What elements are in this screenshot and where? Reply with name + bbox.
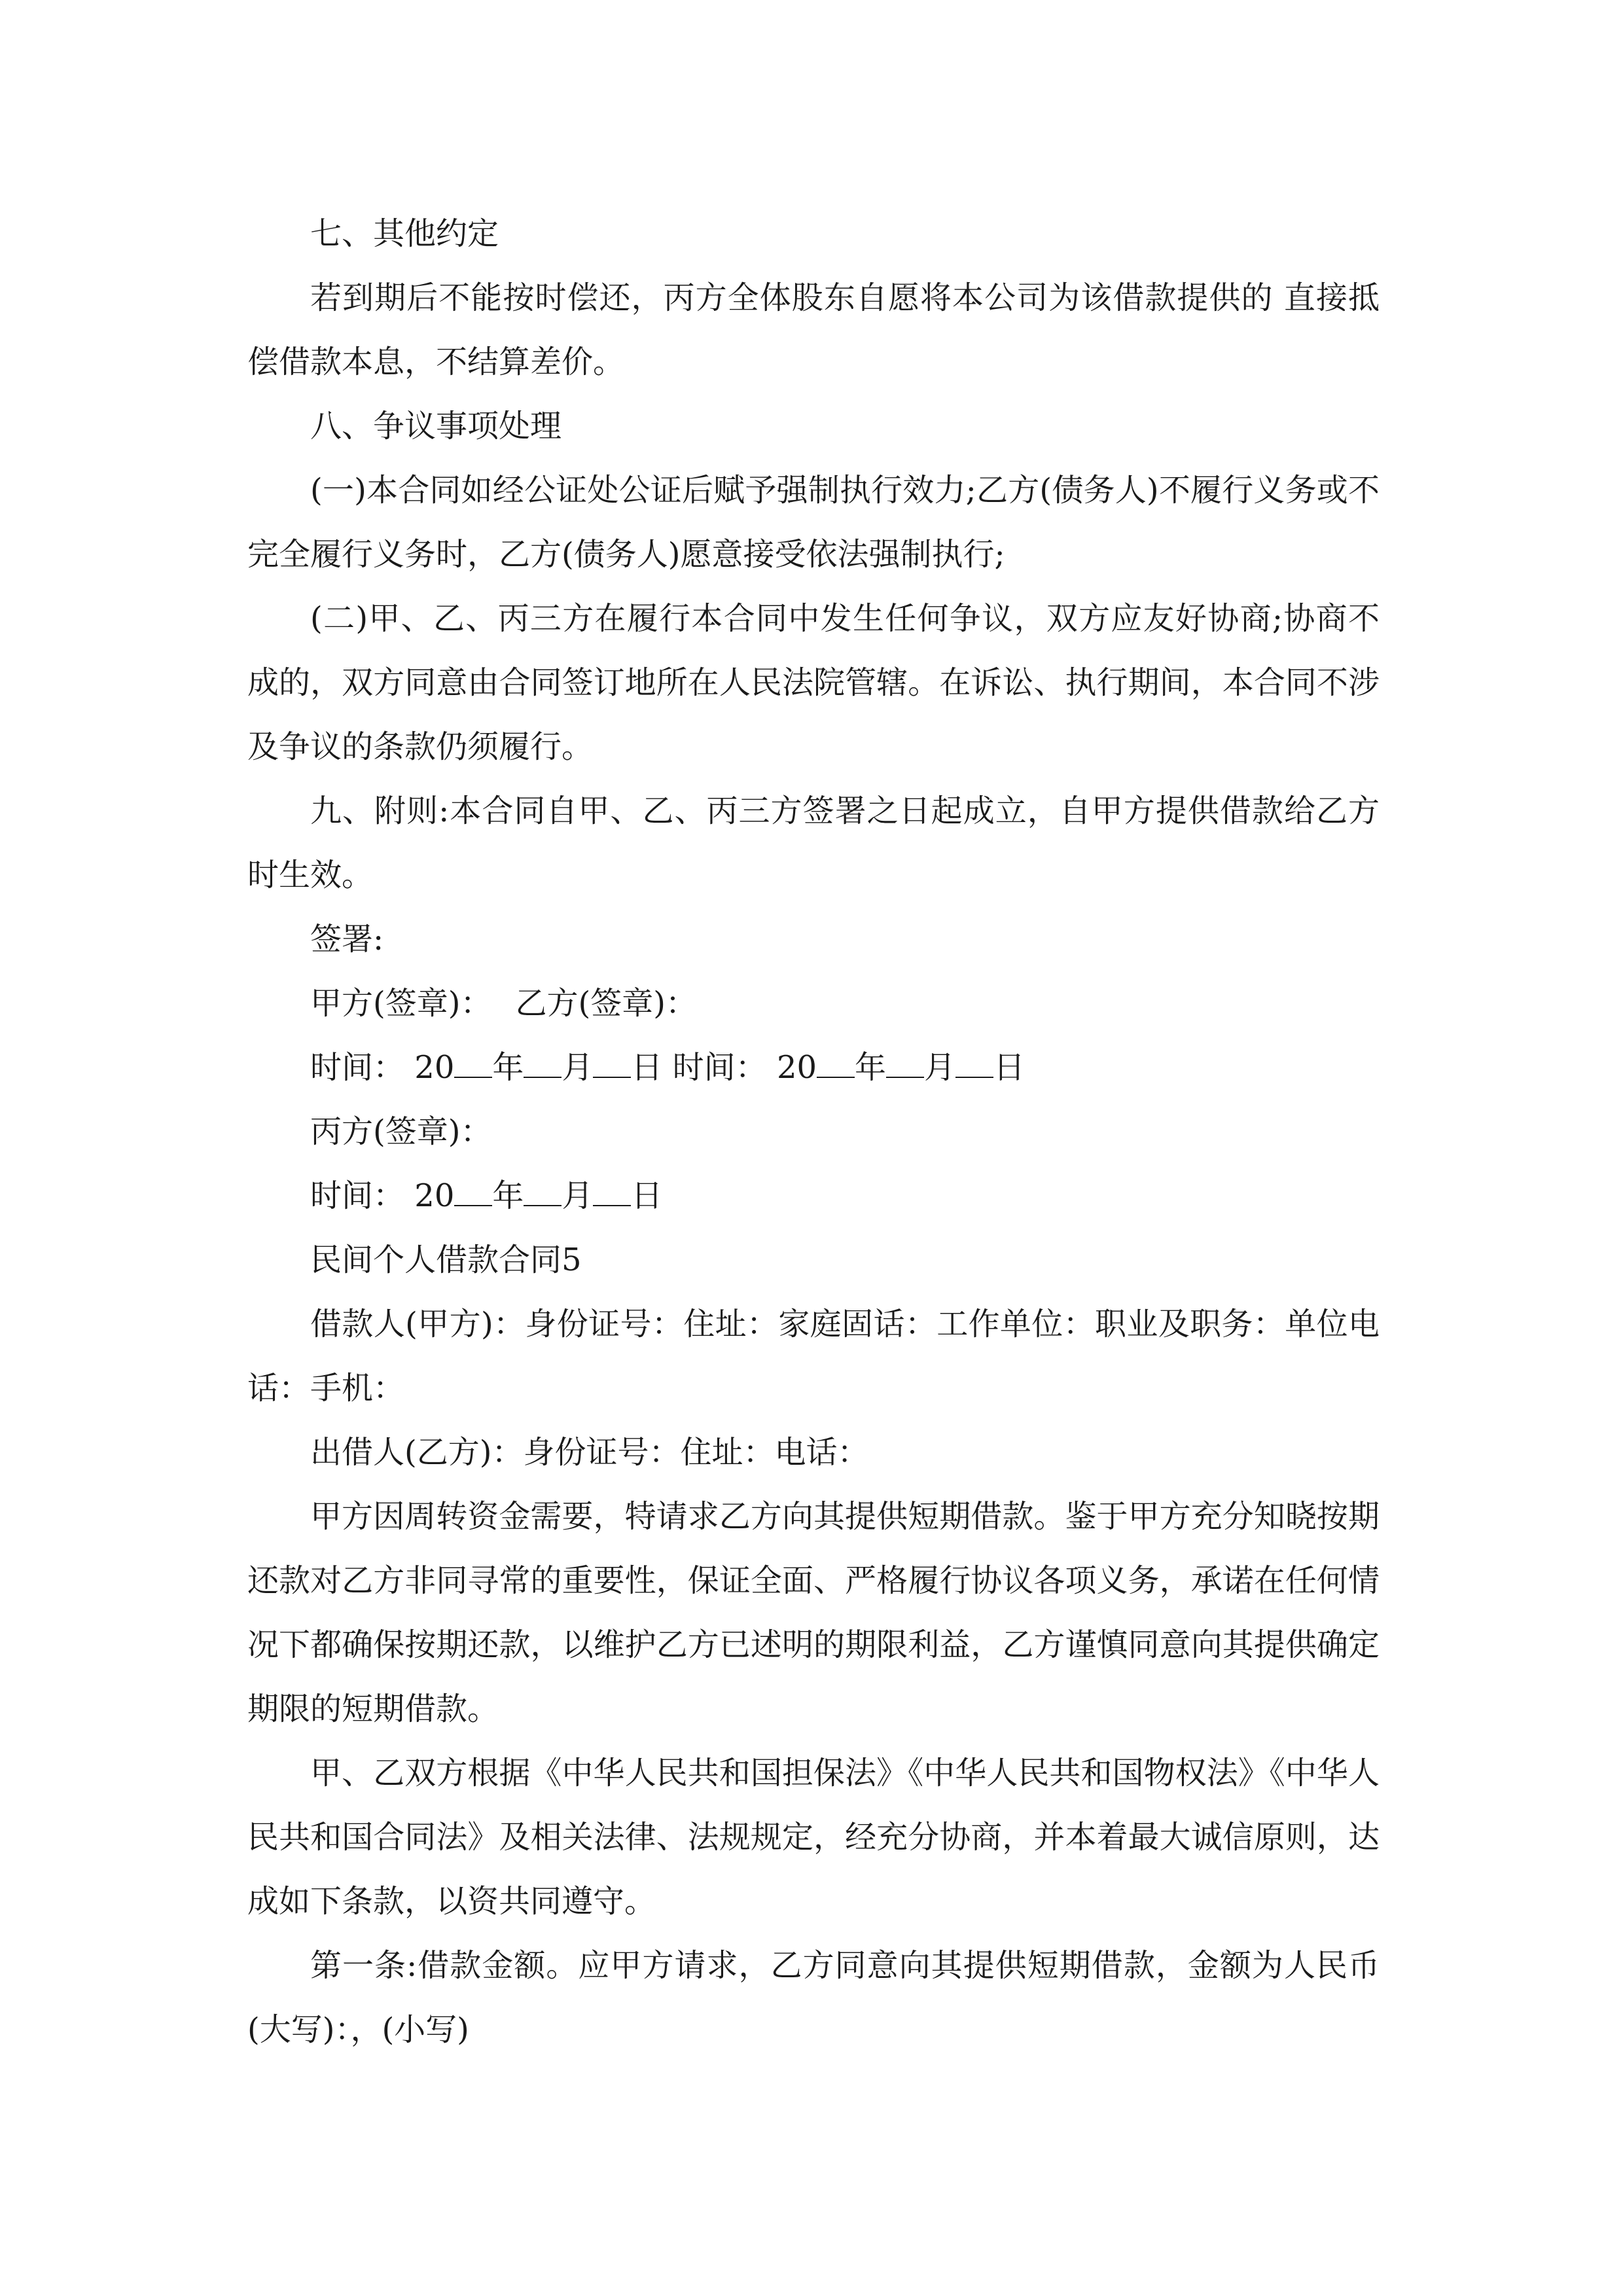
year-blank-a: [454, 1052, 492, 1078]
time-label-b: 时间：: [672, 1049, 767, 1086]
contract-5-paragraph-1: 甲方因周转资金需要，特请求乙方向其提供短期借款。鉴于甲方充分知晓按期还款对乙方非同寻常的重要性，保证全面、严格履行协议各项义务，承诺在任何情况下都确保按期还款，以维护乙方已述明的期限利益，乙方谨慎同意向其提供确定期限的短期借款。: [247, 1498, 1380, 1727]
signing-dates-ab: [247, 1035, 1380, 1100]
year-blank-b: [817, 1052, 855, 1078]
signing-parties-ab: [247, 971, 1380, 1035]
party-a-signature: 甲方(签章)：: [310, 985, 492, 1022]
year-prefix-b: 20: [776, 1049, 817, 1086]
year-char-c: 年: [492, 1177, 524, 1214]
signing-label: 签署:: [310, 921, 384, 958]
section-8-heading: 八、争议事项处理: [310, 408, 562, 444]
year-char-a: 年: [492, 1049, 524, 1086]
year-prefix-c: 20: [414, 1177, 455, 1214]
party-b-signature: 乙方(签章)：: [515, 985, 697, 1022]
day-char-b: 日: [993, 1049, 1026, 1086]
month-blank-c: [524, 1180, 562, 1206]
month-blank-b: [886, 1052, 924, 1078]
month-char-a: 月: [562, 1049, 594, 1086]
contract-5-paragraph-2: 甲、乙双方根据《中华人民共和国担保法》《中华人民共和国物权法》《中华人民共和国合同法》及相关法律、法规规定，经充分协商，并本着最大诚信原则，达成如下条款，以资共同遵守。: [247, 1755, 1380, 1920]
year-blank-c: [454, 1180, 492, 1206]
section-8-item-1: (一)本合同如经公证处公证后赋予强制执行效力;乙方(债务人)不履行义务或不完全履行义务时，乙方(债务人)愿意接受依法强制执行;: [247, 472, 1380, 573]
section-9-text: 九、附则:本合同自甲、乙、丙三方签署之日起成立，自甲方提供借款给乙方时生效。: [247, 793, 1380, 893]
time-label-a: 时间：: [310, 1049, 405, 1086]
year-char-b: 年: [855, 1049, 887, 1086]
month-blank-a: [524, 1052, 562, 1078]
day-blank-c: [593, 1180, 631, 1206]
year-prefix-a: 20: [414, 1049, 455, 1086]
lender-info: 出借人(乙方)：身份证号：住址：电话：: [310, 1434, 869, 1471]
signing-date-c: [247, 1164, 1380, 1228]
borrower-info: 借款人(甲方)：身份证号：住址：家庭固话：工作单位：职业及职务：单位电话：手机：: [247, 1306, 1380, 1407]
month-char-b: 月: [924, 1049, 956, 1086]
day-blank-a: [593, 1052, 631, 1078]
section-7-heading: 七、其他约定: [310, 215, 499, 252]
document-body: [247, 202, 1380, 2062]
section-7-text: 若到期后不能按时偿还，丙方全体股东自愿将本公司为该借款提供的 直接抵偿借款本息，不结算差价。: [247, 279, 1380, 380]
section-8-item-2: (二)甲、乙、丙三方在履行本合同中发生任何争议，双方应友好协商;协商不成的，双方同意由合同签订地所在人民法院管辖。在诉讼、执行期间，本合同不涉及争议的条款仍须履行。: [247, 600, 1380, 765]
contract-5-title: 民间个人借款合同5: [310, 1242, 582, 1278]
month-char-c: 月: [562, 1177, 594, 1214]
party-c-signature: 丙方(签章)：: [310, 1113, 492, 1150]
day-char-a: 日: [631, 1049, 663, 1086]
time-label-c: 时间：: [310, 1177, 405, 1214]
day-char-c: 日: [631, 1177, 663, 1214]
article-1-loan-amount: 第一条:借款金额。应甲方请求，乙方同意向其提供短期借款，金额为人民币(大写)：，(小写): [247, 1947, 1380, 2048]
day-blank-b: [955, 1052, 993, 1078]
